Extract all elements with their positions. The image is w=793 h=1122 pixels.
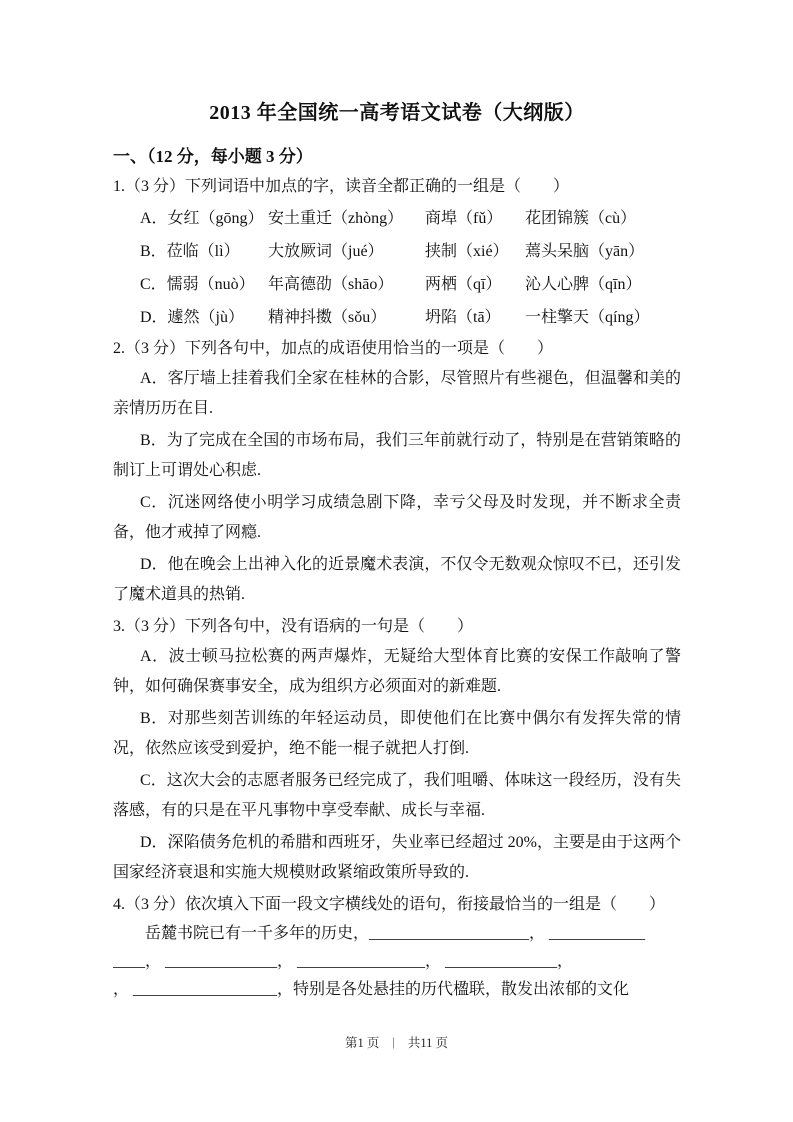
option-paragraph-c: C．沉迷网络使小明学习成绩急剧下降，幸亏父母及时发现，并不断求全责备，他才戒掉了网瘾.	[113, 494, 681, 541]
question-2-stem: 2.（3 分）下列各句中，加点的成语使用恰当的一项是（ ）	[113, 340, 554, 357]
option-paragraph-d: D．他在晚会上出神入化的近景魔术表演，不仅令无数观众惊叹不已，还引发了魔术道具的热销.	[113, 556, 681, 603]
option-cell: 沁人心脾（qīn）	[525, 276, 642, 293]
option-cell: 年高德劭（shāo）	[268, 276, 394, 293]
option-cell: 花团锦簇（cù）	[525, 210, 637, 227]
option-cell: C．懦弱（nuò）	[140, 276, 255, 293]
footer-total-pages: 共11 页	[407, 1036, 449, 1050]
question-1	[113, 172, 681, 334]
question-1-stem: 1.（3 分）下列词语中加点的字，读音全都正确的一组是（ ）	[113, 178, 570, 195]
question-2	[113, 334, 681, 610]
option-cell: 大放厥词（jué）	[268, 243, 384, 260]
question-4-stem: 4.（3 分）依次填入下面一段文字横线处的语句，衔接最恰当的一组是（ ）	[113, 896, 666, 913]
page-footer	[0, 1033, 793, 1051]
question-4	[113, 890, 681, 1004]
question-3-stem: 3.（3 分）下列各句中，没有语病的一句是（ ）	[113, 618, 474, 635]
option-paragraph-a: A．客厅墙上挂着我们全家在桂林的合影，尽管照片有些褪色，但温馨和美的亲情历历在目.	[113, 370, 681, 417]
section-header: 一、（12 分，每小题 3 分）	[113, 147, 313, 166]
question-3	[113, 612, 681, 888]
option-cell: B．莅临（lì）	[140, 243, 240, 260]
option-paragraph-c: C．这次大会的志愿者服务已经完成了，我们咀嚼、体味这一段经历，没有失落感，有的只是在平凡事物中享受奉献、成长与幸福.	[113, 772, 681, 819]
option-row-d	[113, 301, 681, 334]
option-paragraph-b: B．对那些刻苦训练的年轻运动员，即使他们在比赛中偶尔有发挥失常的情况，依然应该受到爱护，绝不能一棍子就把人打倒.	[113, 710, 681, 757]
footer-current-page: 第1 页	[344, 1036, 380, 1050]
option-cell: 蔫头呆脑（yān）	[525, 243, 645, 260]
option-cell: A．女红（gōng）	[140, 210, 264, 227]
option-cell: 安土重迁（zhòng）	[268, 210, 404, 227]
option-paragraph-b: B．为了完成在全国的市场布局，我们三年前就行动了，特别是在营销策略的制订上可谓处心积虑.	[113, 432, 681, 479]
question-1-options	[113, 202, 681, 334]
page-content	[113, 99, 681, 1004]
option-cell: 两栖（qī）	[425, 276, 502, 293]
option-row-b	[113, 235, 681, 268]
footer-separator: |	[392, 1034, 395, 1049]
fill-blank-line: 岳麓书院已有一千多年的历史，____________________， ____________	[145, 925, 646, 942]
option-cell: 挟制（xié）	[425, 243, 509, 260]
fill-blank-line: ____， ______________， ________________， ______________，	[113, 953, 574, 970]
option-paragraph-a: A．波士顿马拉松赛的两声爆炸，无疑给大型体育比赛的安保工作敲响了警钟，如何确保赛事安全，成为组织方必须面对的新难题.	[113, 648, 681, 695]
page-title: 2013 年全国统一高考语文试卷（大纲版）	[209, 102, 585, 124]
fill-blank-line: ， __________________，特别是各处悬挂的历代楹联，散发出浓郁的文化	[113, 981, 630, 998]
option-cell: 商埠（fǔ）	[425, 210, 503, 227]
option-cell: D．遽然（jù）	[140, 309, 245, 326]
option-paragraph-d: D．深陷债务危机的希腊和西班牙，失业率已经超过 20%，主要是由于这两个国家经济衰退和实施大规模财政紧缩政策所导致的.	[113, 834, 681, 881]
option-row-a	[113, 202, 681, 235]
option-cell: 坍陷（tā）	[425, 309, 501, 326]
option-cell: 精神抖擞（sǒu）	[268, 309, 387, 326]
option-cell: 一柱擎天（qíng）	[525, 309, 650, 326]
option-row-c	[113, 268, 681, 301]
